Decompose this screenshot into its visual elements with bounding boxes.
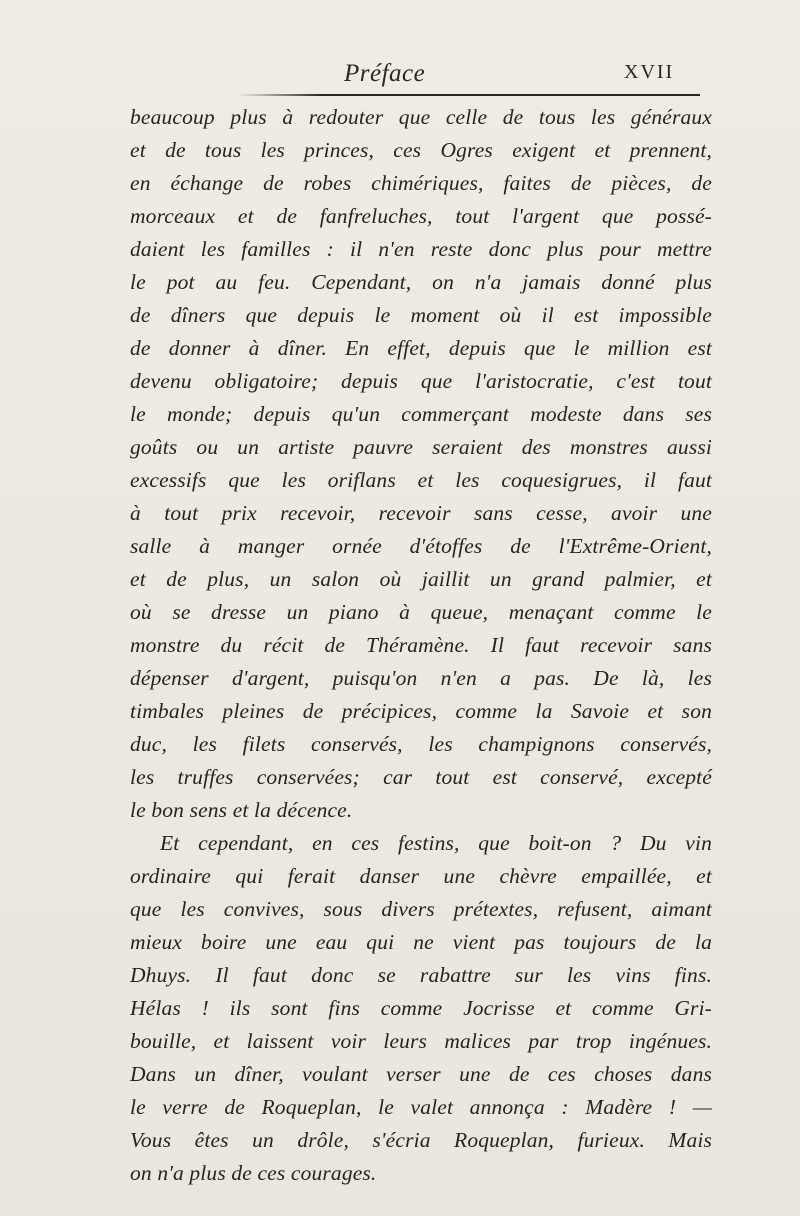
text-line: Dhuys. Il faut donc se rabattre sur les vins fins.	[130, 963, 712, 987]
text-line: Vous êtes un drôle, s'écria Roqueplan, furieux. Mais	[130, 1128, 712, 1152]
paragraph-end-line: le bon sens et la décence.	[130, 798, 353, 822]
paragraph-start-line: Et cependant, en ces festins, que boit-on ? Du vin	[160, 831, 712, 855]
text-line: devenu obligatoire; depuis que l'aristocratie, c'est tout	[130, 369, 712, 393]
text-line: daient les familles : il n'en reste donc plus pour mettre	[130, 237, 712, 261]
text-line: que les convives, sous divers prétextes, refusent, aimant	[130, 897, 712, 921]
body-text	[130, 101, 712, 1190]
text-line: duc, les filets conservés, les champignons conservés,	[130, 732, 712, 756]
text-line: le verre de Roqueplan, le valet annonça : Madère ! —	[130, 1095, 712, 1119]
text-line: en échange de robes chimériques, faites de pièces, de	[130, 171, 712, 195]
page-number: XVII	[624, 61, 675, 83]
text-line: et de tous les princes, ces Ogres exigent et prennent,	[130, 138, 712, 162]
text-line: excessifs que les oriflans et les coquesigrues, il faut	[130, 468, 712, 492]
running-title: Préface	[344, 60, 426, 87]
text-line: le pot au feu. Cependant, on n'a jamais donné plus	[130, 270, 712, 294]
text-line: monstre du récit de Théramène. Il faut recevoir sans	[130, 633, 712, 657]
text-line: les truffes conservées; car tout est conservé, excepté	[130, 765, 712, 789]
paragraph-end-line: on n'a plus de ces courages.	[130, 1161, 377, 1185]
text-line: et de plus, un salon où jaillit un grand palmier, et	[130, 567, 712, 591]
text-line: mieux boire une eau qui ne vient pas toujours de la	[130, 930, 712, 954]
text-line: Dans un dîner, voulant verser une de ces choses dans	[130, 1062, 712, 1086]
text-line: Hélas ! ils sont fins comme Jocrisse et comme Gri-	[130, 996, 712, 1020]
text-line: dépenser d'argent, puisqu'on n'en a pas. De là, les	[130, 666, 712, 690]
header-rule	[238, 94, 700, 96]
text-line: de donner à dîner. En effet, depuis que le million est	[130, 336, 712, 360]
text-line: bouille, et laissent voir leurs malices par trop ingénues.	[130, 1029, 712, 1053]
text-line: salle à manger ornée d'étoffes de l'Extrême-Orient,	[130, 534, 712, 558]
text-line: timbales pleines de précipices, comme la Savoie et son	[130, 699, 712, 723]
text-line: où se dresse un piano à queue, menaçant comme le	[130, 600, 712, 624]
text-line: ordinaire qui ferait danser une chèvre empaillée, et	[130, 864, 712, 888]
text-line: goûts ou un artiste pauvre seraient des monstres aussi	[130, 435, 712, 459]
text-line: morceaux et de fanfreluches, tout l'argent que possé-	[130, 204, 712, 228]
running-head	[0, 60, 800, 96]
text-line: le monde; depuis qu'un commerçant modeste dans ses	[130, 402, 712, 426]
text-line: à tout prix recevoir, recevoir sans cesse, avoir une	[130, 501, 712, 525]
text-line: beaucoup plus à redouter que celle de tous les généraux	[130, 105, 712, 129]
text-line: de dîners que depuis le moment où il est impossible	[130, 303, 712, 327]
